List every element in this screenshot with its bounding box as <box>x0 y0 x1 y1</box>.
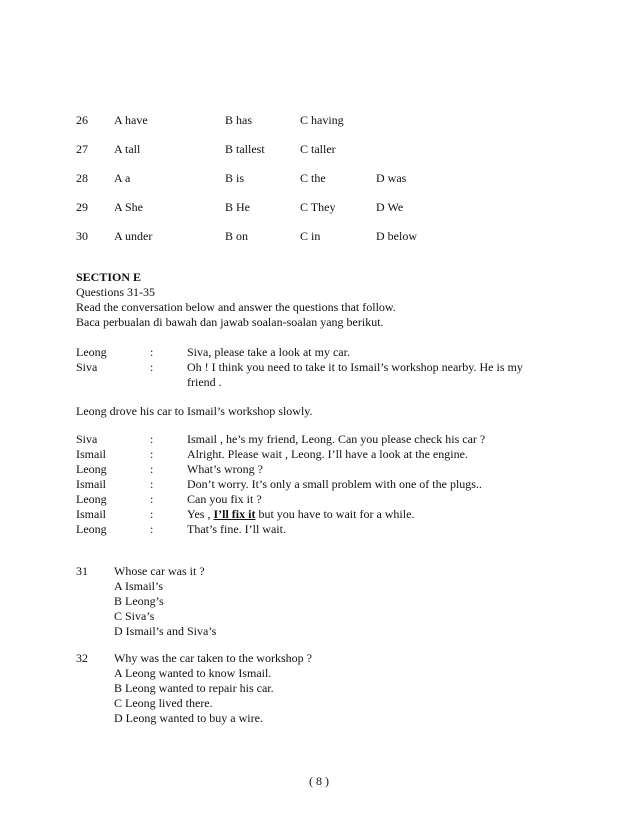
dialogue-text-after: but you have to wait for a while. <box>255 507 415 521</box>
question-text: Why was the car taken to the workshop ? <box>114 651 312 665</box>
highlighted-phrase: I’ll fix it <box>213 507 256 521</box>
option-a: A have <box>114 113 148 127</box>
colon: : <box>150 522 154 536</box>
narration: Leong drove his car to Ismail’s workshop slowly. <box>76 404 313 418</box>
option-d: D was <box>376 171 407 185</box>
speaker: Leong <box>76 522 107 536</box>
colon: : <box>150 345 154 359</box>
speaker: Siva <box>76 360 98 374</box>
answer-option: D Leong wanted to buy a wire. <box>114 711 263 725</box>
option-c: C having <box>300 113 344 127</box>
option-d: D below <box>376 229 417 243</box>
dialogue-text-before: Yes , <box>187 507 214 521</box>
instruction-malay: Baca perbualan di bawah dan jawab soalan-soalan yang berikut. <box>76 315 384 329</box>
option-a: A under <box>114 229 153 243</box>
question-number: 28 <box>76 171 88 185</box>
question-number: 32 <box>76 651 88 665</box>
option-c: C They <box>300 200 336 214</box>
answer-option: B Leong’s <box>114 594 164 608</box>
option-b: B has <box>225 113 252 127</box>
dialogue-line: That’s fine. I’ll wait. <box>187 522 286 536</box>
colon: : <box>150 477 154 491</box>
option-b: B is <box>225 171 245 185</box>
question-number: 26 <box>76 113 88 127</box>
answer-option: C Siva’s <box>114 609 155 623</box>
option-b: B on <box>225 229 249 243</box>
question-number: 31 <box>76 564 88 578</box>
dialogue-line: Alright. Please wait , Leong. I’ll have a look at the engine. <box>187 447 468 461</box>
colon: : <box>150 462 154 476</box>
option-c: C the <box>300 171 326 185</box>
answer-option: B Leong wanted to repair his car. <box>114 681 274 695</box>
answer-option: A Ismail’s <box>114 579 164 593</box>
speaker: Leong <box>76 492 107 506</box>
section-title: SECTION E <box>76 270 142 284</box>
dialogue-line: Don’t worry. It’s only a small problem with one of the plugs.. <box>187 477 482 491</box>
option-a: A tall <box>114 142 141 156</box>
dialogue-line <box>187 507 414 522</box>
option-c: C in <box>300 229 321 243</box>
dialogue-line-continued: friend . <box>187 375 222 389</box>
section-subtitle: Questions 31-35 <box>76 285 155 299</box>
speaker: Siva <box>76 432 98 446</box>
dialogue-line: Can you fix it ? <box>187 492 262 506</box>
option-a: A a <box>114 171 131 185</box>
colon: : <box>150 507 154 521</box>
colon: : <box>150 492 154 506</box>
option-d: D We <box>376 200 404 214</box>
colon: : <box>150 447 154 461</box>
instruction-english: Read the conversation below and answer the questions that follow. <box>76 300 396 314</box>
question-text: Whose car was it ? <box>114 564 205 578</box>
answer-option: A Leong wanted to know Ismail. <box>114 666 272 680</box>
speaker: Leong <box>76 462 107 476</box>
question-number: 27 <box>76 142 88 156</box>
dialogue-line: Siva, please take a look at my car. <box>187 345 350 359</box>
option-c: C taller <box>300 142 336 156</box>
speaker: Ismail <box>76 447 106 461</box>
option-b: B tallest <box>225 142 265 156</box>
speaker: Ismail <box>76 507 106 521</box>
speaker: Ismail <box>76 477 106 491</box>
question-number: 29 <box>76 200 88 214</box>
speaker: Leong <box>76 345 107 359</box>
dialogue-line: Ismail , he’s my friend, Leong. Can you please check his car ? <box>187 432 486 446</box>
colon: : <box>150 360 154 374</box>
question-number: 30 <box>76 229 88 243</box>
option-a: A She <box>114 200 144 214</box>
dialogue-line: Oh ! I think you need to take it to Ismail’s workshop nearby. He is my <box>187 360 523 374</box>
dialogue-line: What’s wrong ? <box>187 462 263 476</box>
colon: : <box>150 432 154 446</box>
answer-option: C Leong lived there. <box>114 696 213 710</box>
answer-option: D Ismail’s and Siva’s <box>114 624 217 638</box>
page-number: ( 8 ) <box>309 774 329 788</box>
option-b: B He <box>225 200 250 214</box>
